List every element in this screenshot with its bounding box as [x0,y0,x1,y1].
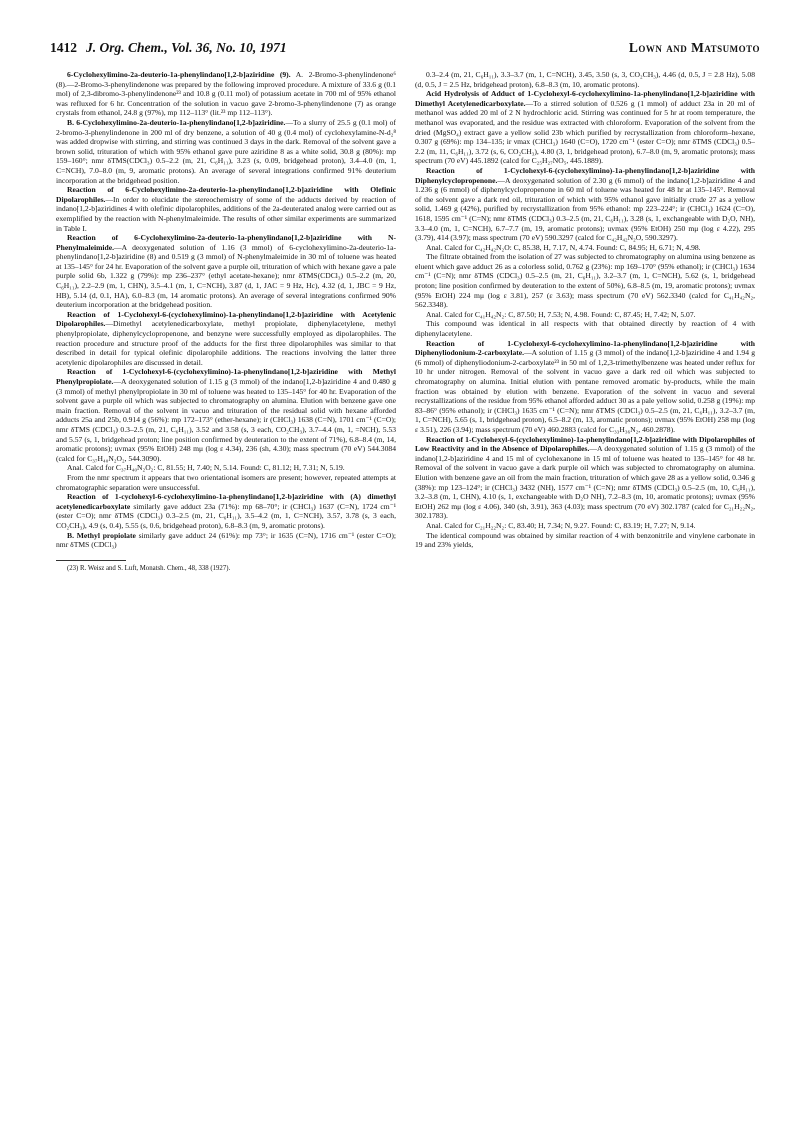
paragraph-heading: Reaction of 6-Cyclohexylimino-2a-deuterio-1a-phenylindano[1,2-b]aziridine with N-Phenylmaleimide. [56,233,396,252]
paragraph-heading: Reaction of 1-cyclohexyl-6-cyclohexylimino-1a-phenylindano[1,2-b]aziridine with (A) dimethyl acetylenedicarboxylate [56,492,396,511]
paragraph-text: —A deoxygenated solution of 1.16 (3 mmol) of 6-cyclohexylimino-2a-deuterio-1a-phenylindano[1,2-b]aziridine (8) and 0.519 g (3 mmol) of N-phenylmaleimide in 30 ml of toluene was heated at 135–145° for 24 hr. Evaporation of the solvent gave a purple oil, trituration of which with hexane gave a pale purple solid 6b, 1.322 g (79%): mp 236–237° (ethyl acetate-hexane); nmr δTMS(CDCl₃) 0.5–2.2 (m, 20, C₆H₁₁), 2.2–2.9 (m, 1, CHN), 3.5–4.1 (m, 1, C=NCH), 3.87 (d, 1, JAC = 9 Hz, Hc), 4.32 (d, 1, JBC = 9 Hz, HB), 5.14 (d, 0.1, HA), 6.0–8.3 (m, 14 aromatic protons). An average of several integrations confirmed 90% deuterium incorporation at the bridgehead position. [56,242,396,310]
paragraph [56,492,396,530]
paragraph-text: similarly gave adduct 23a (71%): mp 68–70°; ir (CHCl₃) 1637 (C=N), 1724 cm⁻¹ (ester C=O); nmr δTMS (CDCl₃) 0.3–2.5 (m, 21, C₆H₁₁), 3.5–4.2 (m, 1, C=NCH), 3.57, 3.78 (s, 3 each, CO₂CH₃), 4.9 (s, 0.4), 5.55 (s, 0.6, bridgehead proton), 6.8–8.3 (m, 9, aromatic protons). [56,501,396,530]
paragraph [415,435,755,521]
paragraph [415,319,755,338]
paragraph [415,339,755,435]
paragraph [415,252,755,310]
paragraph [56,185,396,233]
page-header [50,40,760,60]
paragraph-text: Anal. Calcd for C₂₁H₂₂N₂: C, 83.40; H, 7.34; N, 9.27. Found: C, 83.19; H, 7.27; N, 9.14. [426,520,696,530]
paragraph-heading: Reaction of 1-Cyclohexyl-6-cyclohexylimino-1a-phenylindano[1,2-b]aziridine with Diphenyliodonium-2-carboxylate. [415,338,755,358]
paragraph-text: —A deoxygenated solution of 2.30 g (6 mmol) of the indano[1,2-b]aziridine 4 and 1.236 g (6 mmol) of diphenylcyclopropenone in 60 ml of toluene was heated for 48 hr at 135–145°. Removal of the solvent gave a dark red oil, trituration of which with 95% ethanol gave initially crude 27 as a yellow solid, 1.469 g (42%), purified by recrystallization from 95% ethanol: mp 223–224°; ir (CHCl₃) 1624 (C=O), 1618, 1595 cm⁻¹ (C=N); nmr δTMS (CDCl₃) 0.3–2.5 (m, 21, C₆H₁₁), 3.28 (s, 1, exchangeable with D₂O, NH), 3.3–4.0 (m, 1, C=NCH), 6.7–7.7 (m, 19, aromatic protons); uvmax (95% EtOH) 250 mμ (log ε 4.22), 295 (3.79), 414 (3.97); mass spectrum (70 eV) 590.3297 (calcd for C₄₂H₄₂N₂O, 590.3297). [415,175,755,243]
paragraph-heading: Reaction of 1-Cyclohexyl-6-(cyclohexylimino)-1a-phenylindano[1,2-b]aziridine with Dipolarophiles of Low Reactivity and in the Absence of Dipolarophiles. [415,434,755,454]
paragraph [415,166,755,243]
paragraph [415,243,755,253]
paragraph [56,531,396,550]
paragraph-text: —Dimethyl acetylenedicarboxylate, methyl propiolate, diphenylacetylene, methyl phenylpropiolate, diphenylcyclopropenone, and benzyne were successfully employed as dipolarophiles. The reaction procedure and structure proof of the adducts for the first three dipolarophiles was similar to that described in detail for typical olefinic dipolarophile additions. The reactions involving the latter three acetylenic dipolarophiles are discussed in detail. [56,319,396,367]
paragraph-heading: Reaction of 1-Cyclohexyl-6-(cyclohexylimino)-1a-phenylindano[1,2-b]aziridine with Diphenylcyclopropenone. [415,165,755,185]
paragraph [56,367,396,463]
paragraph [56,233,396,310]
paragraph-text: —To a slurry of 25.5 g (0.1 mol) of 2-bromo-3-phenylindenone in 200 ml of dry benzene, a solution of 40 g (0.4 mol) of cyclohexylamine-N-d₂⁸ was added dropwise with stirring, and stirring was continued 3 days in the dark. Removal of the solvent gave a brown solid, trituration of which with 95% ethanol gave pure aziridine 8 as a white solid, 30.8 g (80%): mp 159–160°; nmr δTMS(CDCl₃) 0.5–2.2 (m, 21, C₆H₁₁), 3.23 (s, 0.09, bridgehead proton), 3.4–4.0 (m, 1, C=NCH), 7.0–8.0 (m, 9, aromatic protons). An average of several integrations confirmed 91% deuterium incorporation at the bridgehead position. [56,117,396,185]
paragraph-heading: Reaction of 1-Cyclohexyl-6-(cyclohexylimino)-1a-phenylindano[1,2-b]aziridine with Acetylenic Dipolarophiles. [56,309,396,329]
paragraph-heading: Acid Hydrolysis of Adduct of 1-Cyclohexyl-6-cyclohexylimino-1a-phenylindano[1,2-b]aziridine with Dimethyl Acetylenedicarboxylate. [415,89,755,108]
paragraph-text: This compound was identical in all respects with that obtained directly by reaction of 4 with diphenylacetylene. [415,319,755,339]
paragraph-text: similarly gave adduct 24 (61%): mp 73°; ir 1635 (C=N), 1716 cm⁻¹ (ester C=O); nmr δTMS (CDCl₃) [56,530,396,550]
journal-citation: J. Org. Chem., Vol. 36, No. 10, 1971 [86,40,287,55]
paragraph [415,531,755,550]
footnote: (23) R. Weisz and S. Luft, Monatsh. Chem., 48, 338 (1927). [67,564,231,572]
right-column [415,70,755,1100]
paragraph-text: Anal. Calcd for C₄₁H₄₂N₂: C, 87.50; H, 7.53; N, 4.98. Found: C, 87.45; H, 7.42; N, 5.07. [426,309,696,319]
paragraph-text: Anal. Calcd for C₃₇H₄₀N₂O₂: C, 81.55; H, 7.40; N, 5.14. Found: C, 81.12; H, 7.31; N, 5.19. [67,463,345,473]
paragraph [56,310,396,368]
left-column [56,70,396,1100]
paragraph [415,310,755,320]
paragraph [415,70,755,89]
paragraph [56,473,396,492]
paragraph-heading: Reaction of 6-Cyclohexylimino-2a-deuterio-1a-phenylindano[1,2-b]aziridine with Olefinic Dipolarophiles. [56,185,396,204]
paragraph-text: —In order to elucidate the stereochemistry of some of the adducts derived by reaction of indano[1,2-b]aziridines 4 with olefinic dipolarophiles, additions of the 2a-deuterated analog were carried out as exemplified by the reaction with N-phenylmaleimide. The results of other similar experiments are summarized in Table I. [56,194,396,233]
paragraph-heading: 6-Cyclohexylimino-2a-deuterio-1a-phenylindano[1,2-b]aziridine (9). [67,70,291,79]
paragraph [56,70,396,118]
footnote-rule [56,560,126,561]
paragraph-text: From the nmr spectrum it appears that two orientational isomers are present; however, repeated attempts at chromatographic separation were unsuccessful. [56,472,396,492]
paragraph-text: 0.3–2.4 (m, 21, C₆H₁₁), 3.3–3.7 (m, 1, C=NCH), 3.45, 3.50 (s, 3, CO₂CH₃), 4.46 (d, 0.5, J = 2.8 Hz), 5.08 (d, 0.5, J = 2.5 Hz, bridgehead proton), 6.8–8.3 (m, 10, aromatic protons). [415,70,755,89]
paragraph [56,118,396,185]
paragraph-text: —To a stirred solution of 0.526 g (1 mmol) of adduct 23a in 20 ml of methanol was added 20 ml of 2 N hydrochloric acid. Stirring was continued for 5 hr at room temperature, the methanol was evaporated, and the residue was extracted with chloroform. Evaporation of the solvent from the dried (MgSO₄) extract gave a yellow solid 23b which purified by recrystallization from chloroform–hexane, 0.307 g (69%): mp 134–135; ir νmax (CHCl₃) 1640 (C=O), 1720 cm⁻¹ (ester C=O); nmr δTMS (CDCl₃) 0.5–2.2 (m, 11, C₆H₁₁), 3.72 (s, 6, CO₂CH₃), 4.80 (3, 1, bridgehead proton), 6.7–8.0 (m, 9, aromatic protons); mass spectrum (70 eV) 445.1892 (calcd for C₂₅H₂₇NO₅, 445.1889). [415,98,755,166]
running-head-authors: Lown and Matsumoto [628,40,760,55]
paragraph-text: Anal. Calcd for C₄₂H₄₂N₂O: C, 85.38, H, 7.17, N, 4.74. Found: C, 84.95; H, 6.71; N, 4.98. [426,242,701,252]
paragraph [56,463,396,473]
paragraph-text: —A deoxygenated solution of 1.15 g (3 mmol) of the indano[1,2-b]aziridine 4 and 15 ml of cyclohexanone in 15 ml of toluene was heated to 135–145° for 48 hr. Removal of the solvent in vacuo gave a dark purple oil which was subjected to chromatography on alumina. Elution with benzene gave an oil from the main fraction, trituration of which gave 28 as a yellow solid, 0.346 g (38%): mp 123–124°; ir (CHCl₃) 3432 (NH), 1577 cm⁻¹ (C=N); nmr δTMS (CDCl₃) 0.5–2.5 (m, 10, C₆H₁₁), 3.2–3.8 (m, 1, CHN), 4.10 (s, 1, exchangeable with D₂O NH), 7.2–8.3 (m, 10, aromatic protons); uvmax (95% EtOH) 262 mμ (log ε 4.06), 340 (sh, 3.91), 363 (4.03); mass spectrum (70 eV) 302.1787 (calcd for C₂₁H₂₂N₂, 302.1783). [415,444,755,521]
paragraph-text: —A deoxygenated solution of 1.15 g (3 mmol) of the indano[1,2-b]aziridine 4 and 0.480 g (3 mmol) of methyl phenylpropiolate in 30 ml of toluene was heated to 135–145° for 40 hr. Evaporation of the solvent gave a purple oil which was subjected to chromatography on alumina. Elution with benzene gave one main fraction. Removal of the solvent in vacuo and trituration of the residual solid with hexane afforded adducts 25a and 25b, 0.914 g (56%): mp 172–173° (ether-hexane); ir (CHCl₃) 1638 (C=N), 1701 cm⁻¹ (C=O); nmr δTMS (CDCl₃) 0.3–2.5 (m, 21, C₆H₁₁), 3.52 and 3.58 (s, 3 each, CO₂CH₃), 3.7–4.4 (m, 1, =NCH), 5.53 and 5.57 (s, 1, bridgehead proton; line position confirmed by deuteration to the extent of 71%), 6.8–8.4 (m, 14, aromatic protons); uvmax (95% EtOH) 248 mμ (log ε 4.34), 236 (sh, 4.30); mass spectrum (70 eV) 544.3084 (calcd for C₃₇H₄₀N₂O₂, 544.3090). [56,377,396,463]
paragraph-heading: B. 6-Cyclohexylimino-2a-deuterio-1a-phenylindano[1,2-b]aziridine. [67,117,286,127]
page-number: 1412 [50,40,77,55]
paragraph-text: The identical compound was obtained by similar reaction of 4 with benzonitrile and vinylene carbonate in 19 and 23% yields, [415,530,755,550]
paragraph-heading: Reaction of 1-Cyclohexyl-6-(cyclohexylimino)-1a-phenylindano[1,2-b]aziridine with Methyl Phenylpropiolate. [56,367,396,386]
paragraph-text: A. 2-Bromo-3-phenylindenone⁶ (8).—2-Bromo-3-phenylindenone was prepared by the following improved procedure. A mixture of 33.6 g (0.1 mol) of 2,3-dibromo-3-phenylindenone²³ and 10.8 g (0.11 mol) of potassium acetate in 700 ml of 95% ethanol was refluxed for 6 hr. Concentration of the solution in vacuo gave 2-bromo-3-phenylindenone (7) as orange crystals from ethanol, 24.8 g (97%), mp 112–113° (lit.²³ mp 112–113°). [56,70,396,118]
paragraph-heading: B. Methyl propiolate [67,530,136,540]
paragraph [415,89,755,166]
paragraph [415,521,755,531]
paragraph-text: —A solution of 1.15 g (3 mmol) of the indano[1,2-b]aziridine 4 and 1.94 g (6 mmol) of diphenyliodonium-2-carboxylate²³ in 50 ml of 1,2,3-trimethylbenzene was heated under reflux for 10 hr under nitrogen. Removal of the solvent in vacuo gave a dark red oil which was subjected to chromatography on alumina. Initial elution with pentane removed aromatic by-products, while the main fraction was obtained by elution with benzene. Evaporation of the solvent in vacuo and several recrystallizations of the residue from 95% ethanol afforded adduct 30 as a pale yellow solid, 0.258 g (19%): mp 83–86° (95% ethanol); ir (CHCl₃) 1635 cm⁻¹ (C=N); nmr δTMS (CDCl₃) 0.5–2.5 (m, 21, C₆H₁₁), 3.2–3.7 (m, 1, C=NCH), 5.65 (s, 1, bridgehead proton), 6.5–8.2 (m, 13, aromatic protons); uvmax (95% EtOH) 258 mμ (log ε 3.51), 226 (3.94); mass spectrum (70 eV) 460.2883 (calcd for C₃₃H₃₆N₂, 460.2878). [415,348,755,434]
paragraph-text: The filtrate obtained from the isolation of 27 was subjected to chromatography on alumina using benzene as eluent which gave adduct 26 as a colorless solid, 0.762 g (23%): mp 169–170° (95% ethanol); ir (CHCl₃) 1634 cm⁻¹ (C=N); nmr δTMS (CDCl₃) 0.5–2.5 (m, 21, C₆H₁₁), 3.2–3.7 (m, 1, C=NCH), 5.62 (s, 1, bridgehead proton; line position confirmed by deuteration to the extent of 50%), 6.8–8.5 (m, 19, aromatic protons); uvmax (95% EtOH) 224 mμ (log ε 3.81), 257 (ε 3.63); mass spectrum (70 eV) 562.3340 (calcd for C₄₁H₄₂N₂, 562.3348). [415,252,755,310]
